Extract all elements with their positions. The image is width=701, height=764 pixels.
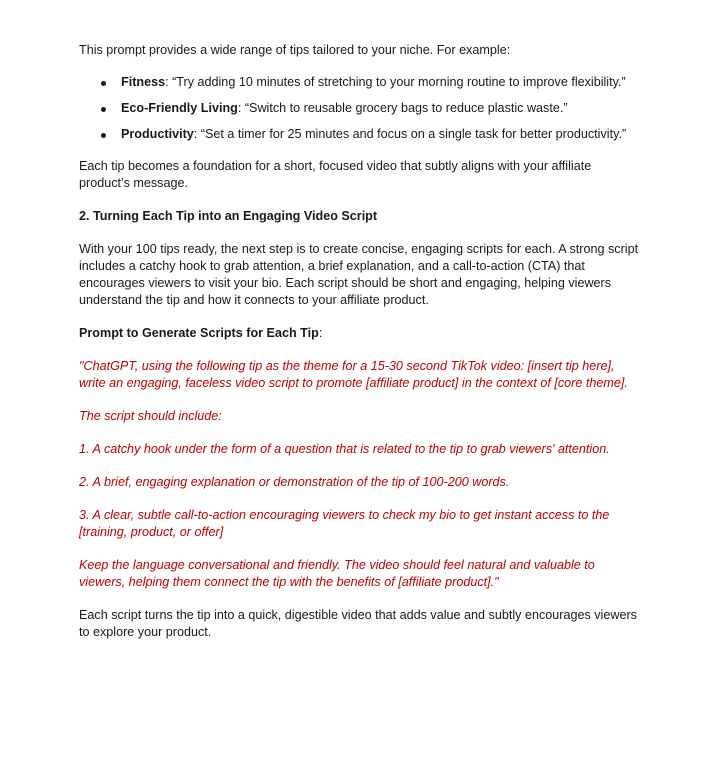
prompt-heading-text: Prompt to Generate Scripts for Each Tip	[79, 326, 319, 340]
tip-name: Fitness	[121, 75, 166, 89]
document-page	[79, 42, 639, 641]
after-list-paragraph: Each tip becomes a foundation for a short, focused video that subtly aligns with your affiliate product’s message.	[79, 159, 592, 190]
section-heading: 2. Turning Each Tip into an Engaging Video Script	[79, 209, 378, 223]
prompt-line-step-3: 3. A clear, subtle call-to-action encouraging viewers to check my bio to get instant access to the [training, product, or offer]	[79, 508, 610, 539]
tip-item-eco-friendly	[79, 100, 639, 117]
intro-paragraph: This prompt provides a wide range of tips tailored to your niche. For example:	[79, 43, 511, 57]
tip-item-fitness	[79, 74, 639, 91]
prompt-line-intro: "ChatGPT, using the following tip as the theme for a 15-30 second TikTok video: [insert tip here], write an engaging, faceless video script to promote [affiliate product] in the context of [core theme].	[79, 359, 628, 390]
prompt-line-step-2: 2. A brief, engaging explanation or demonstration of the tip of 100-200 words.	[79, 475, 510, 489]
prompt-line-closing: Keep the language conversational and friendly. The video should feel natural and valuable to viewers, helping them connect the tip with the benefits of [affiliate product]."	[79, 558, 595, 589]
tip-text: : “Set a timer for 25 minutes and focus on a single task for better productivity.”	[193, 127, 627, 141]
tip-name: Eco-Friendly Living	[121, 101, 238, 115]
bullet-icon	[101, 133, 106, 138]
prompt-heading-colon: :	[318, 326, 323, 340]
bullet-icon	[101, 107, 106, 112]
tip-name: Productivity	[121, 127, 194, 141]
tip-item-productivity	[79, 126, 639, 143]
bullet-icon	[101, 81, 106, 86]
tip-text: : “Switch to reusable grocery bags to reduce plastic waste.”	[237, 101, 568, 115]
tip-text: : “Try adding 10 minutes of stretching to your morning routine to improve flexibility.”	[165, 75, 626, 89]
prompt-line-include: The script should include:	[79, 409, 222, 423]
tips-list	[79, 74, 639, 143]
closing-paragraph: Each script turns the tip into a quick, digestible video that adds value and subtly encourages viewers to explore your product.	[79, 608, 637, 639]
section-body-paragraph: With your 100 tips ready, the next step is to create concise, engaging scripts for each. A strong script includes a catchy hook to grab attention, a brief explanation, and a call-to-action (CTA) that encourages viewers to visit your bio. Each script should be short and engaging, helping viewers understand the tip and how it connects to your affiliate product.	[79, 242, 639, 307]
prompt-heading	[79, 325, 639, 342]
prompt-line-step-1: 1. A catchy hook under the form of a question that is related to the tip to grab viewers' attention.	[79, 442, 610, 456]
